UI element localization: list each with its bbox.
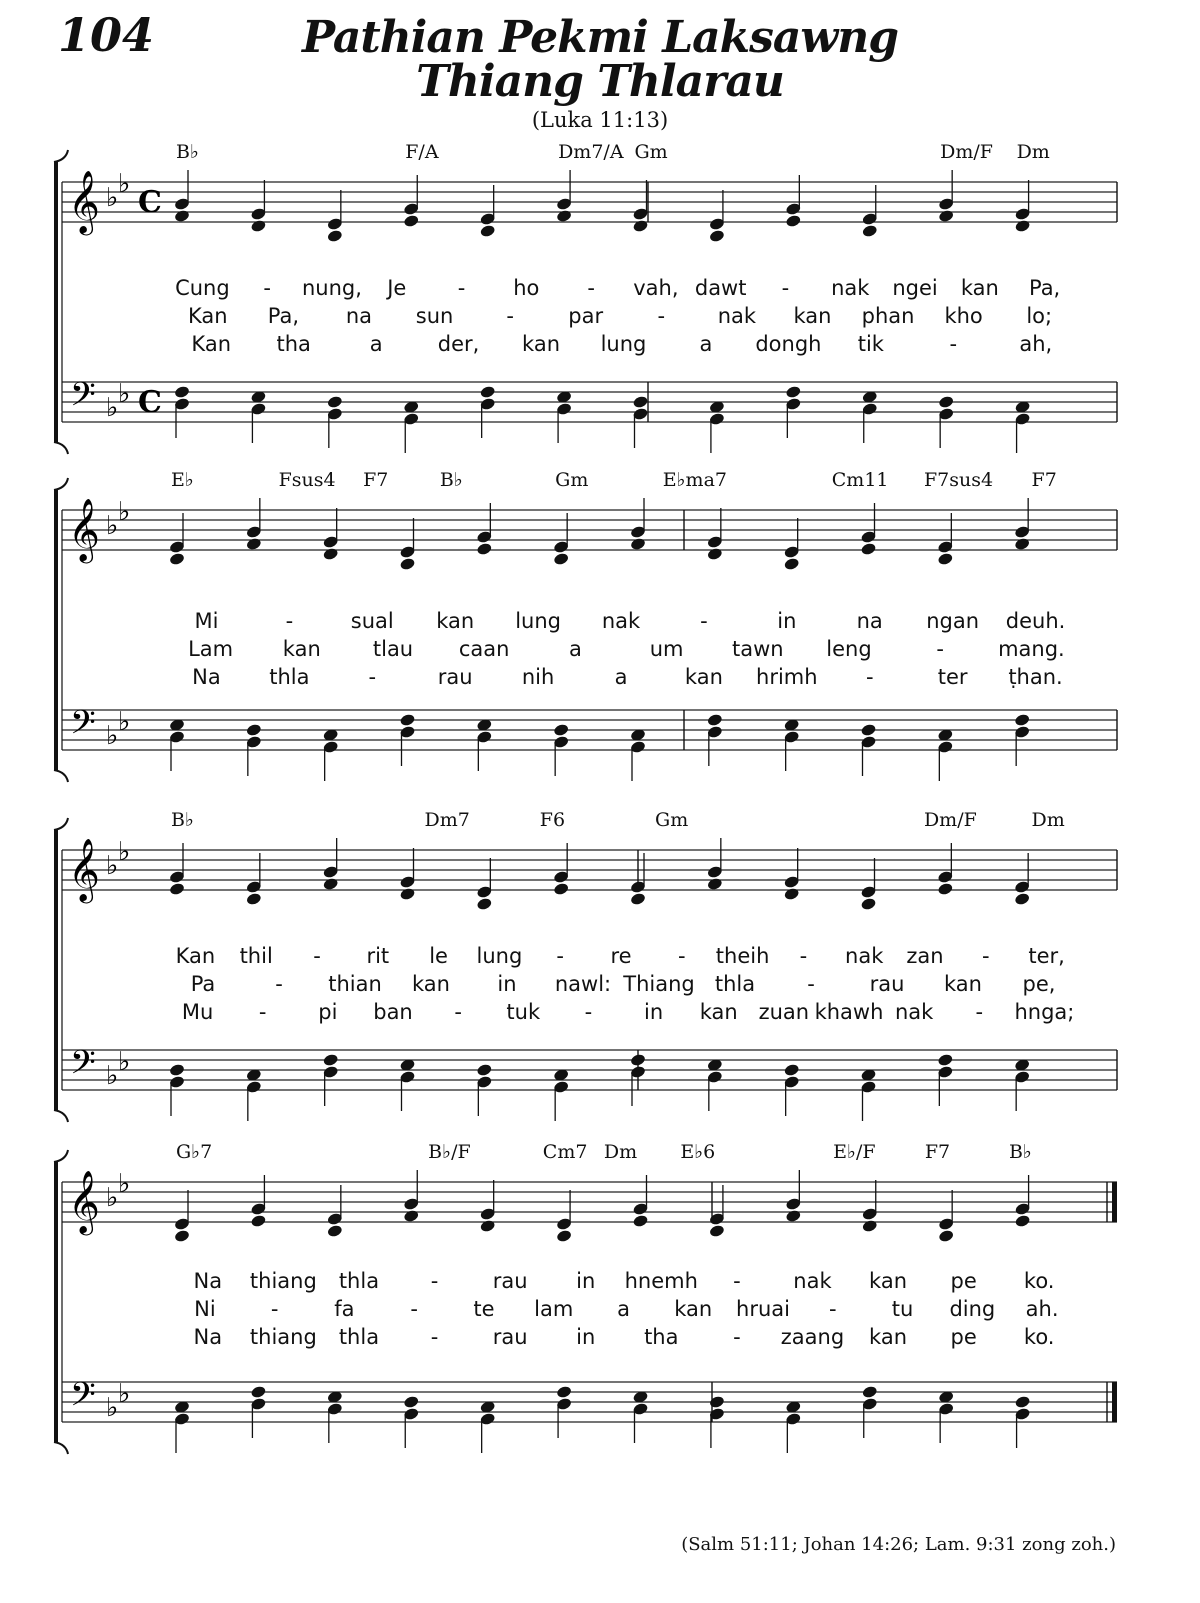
key-flat-icon: ♭: [118, 707, 131, 737]
lyric-syllable: kan: [960, 276, 999, 300]
bracket-hook: [54, 818, 68, 830]
treble-notehead: [399, 557, 416, 571]
treble-notehead: [1014, 537, 1031, 551]
lyric-syllable: dongh: [755, 332, 822, 356]
bass-clef-icon: 𝄢: [70, 1376, 96, 1422]
lyric-syllable: zaang: [780, 1325, 845, 1349]
bracket-hook: [54, 442, 68, 454]
bass-notehead: [630, 1053, 647, 1067]
lyric-syllable: lung: [600, 332, 647, 356]
lyric-syllable: hruai: [736, 1297, 791, 1321]
lyric-syllable: deuh.: [1005, 609, 1066, 633]
lyric-syllable: -: [263, 276, 271, 300]
hymn-title-line2: Thiang Thlarau: [416, 56, 784, 107]
final-barline-thick: [1112, 1382, 1117, 1422]
time-signature-icon: C: [138, 385, 162, 420]
lyric-syllable: rit: [366, 944, 390, 968]
lyric-syllable: lam: [534, 1297, 574, 1321]
lyric-syllable: -: [270, 1297, 279, 1321]
lyric-syllable: ko.: [1023, 1325, 1055, 1349]
treble-notehead: [174, 209, 191, 223]
lyric-syllable: -: [430, 1269, 439, 1293]
lyric-syllable: a: [699, 332, 713, 356]
lyric-syllable: rau: [437, 665, 473, 689]
lyric-syllable: hrimh: [756, 665, 818, 689]
key-flat-icon: ♭: [118, 837, 131, 867]
lyric-syllable: Mu: [181, 1000, 214, 1024]
chord-symbol: F7: [363, 469, 389, 491]
lyric-syllable: -: [799, 944, 808, 968]
bass-notehead: [322, 1053, 339, 1067]
bass-clef-icon: 𝄢: [70, 376, 96, 422]
treble-notehead: [322, 877, 339, 891]
lyric-syllable: ah,: [1019, 332, 1053, 356]
lyric-syllable: -: [584, 1000, 593, 1024]
lyric-syllable: -: [733, 1269, 741, 1293]
treble-notehead: [785, 214, 802, 228]
lyric-syllable: ban: [373, 1000, 413, 1024]
treble-notehead: [169, 552, 186, 566]
key-flat-icon: ♭: [118, 169, 131, 199]
treble-notehead: [556, 1229, 573, 1243]
lyric-syllable: Lam: [188, 637, 234, 661]
lyric-syllable: ding: [949, 1297, 996, 1321]
chord-symbol: Dm: [1016, 141, 1050, 163]
treble-notehead: [327, 1224, 344, 1238]
lyric-syllable: in: [576, 1325, 596, 1349]
treble-notehead: [553, 552, 570, 566]
treble-notehead: [783, 557, 800, 571]
chord-symbol: B♭/F: [428, 1141, 471, 1163]
lyric-syllable: tu: [891, 1297, 914, 1321]
lyric-syllable: kan: [412, 972, 450, 996]
lyric-syllable: thla: [714, 972, 756, 996]
lyric-syllable: kho: [944, 304, 983, 328]
treble-notehead: [1014, 1214, 1031, 1228]
lyric-syllable: -: [781, 276, 790, 300]
chord-symbol: E♭ma7: [662, 469, 727, 491]
lyric-syllable: -: [275, 972, 283, 996]
lyric-syllable: kan: [793, 304, 832, 328]
lyric-syllable: Na: [192, 665, 221, 689]
lyric-syllable: thla: [269, 665, 310, 689]
lyric-syllable: -: [313, 944, 321, 968]
lyric-syllable: pe: [950, 1325, 977, 1349]
treble-notehead: [399, 887, 416, 901]
lyric-syllable: te: [473, 1297, 495, 1321]
lyric-syllable: ter,: [1028, 944, 1065, 968]
bass-notehead: [169, 1063, 186, 1077]
lyric-syllable: ṭhan.: [1008, 665, 1063, 689]
time-signature-icon: C: [138, 185, 162, 220]
lyric-syllable: ngei: [892, 276, 938, 300]
lyric-syllable: hnemh: [624, 1269, 698, 1293]
lyric-syllable: sual: [350, 609, 394, 633]
treble-clef-icon: 𝄞: [68, 498, 100, 561]
lyric-syllable: tuk: [506, 1000, 541, 1024]
lyric-syllable: kan: [699, 1000, 738, 1024]
lyric-syllable: -: [936, 637, 944, 661]
chord-symbol: G♭7: [176, 1141, 213, 1163]
lyric-syllable: theih: [715, 944, 770, 968]
treble-notehead: [707, 547, 724, 561]
lyric-syllable: ko.: [1023, 1269, 1055, 1293]
lyric-syllable: lung: [515, 609, 561, 633]
lyric-syllable: lo;: [1026, 304, 1053, 328]
lyric-syllable: nung,: [301, 276, 362, 300]
lyric-syllable: le: [429, 944, 448, 968]
lyric-syllable: kan: [436, 609, 475, 633]
lyric-syllable: kan: [674, 1297, 713, 1321]
lyric-syllable: khawh: [814, 1000, 884, 1024]
lyric-syllable: -: [982, 944, 990, 968]
bass-notehead: [479, 385, 496, 399]
bass-notehead: [553, 723, 570, 737]
lyric-syllable: der,: [437, 332, 480, 356]
treble-notehead: [785, 1209, 802, 1223]
bracket-hook: [54, 770, 68, 782]
lyric-syllable: kan: [684, 665, 723, 689]
bass-notehead: [783, 1063, 800, 1077]
lyric-syllable: nak: [894, 1000, 934, 1024]
lyric-syllable: par: [568, 304, 604, 328]
lyric-syllable: leng: [826, 637, 872, 661]
bracket-hook: [54, 1150, 68, 1162]
lyric-syllable: kan: [944, 972, 982, 996]
lyric-syllable: -: [700, 609, 708, 633]
lyric-syllable: ah.: [1025, 1297, 1059, 1321]
bass-notehead: [861, 1385, 878, 1399]
treble-notehead: [246, 892, 263, 906]
lyric-syllable: tlau: [372, 637, 414, 661]
treble-notehead: [860, 542, 877, 556]
lyric-syllable: nak: [831, 276, 870, 300]
final-barline-thick: [1112, 1182, 1117, 1222]
lyric-syllable: pe,: [1022, 972, 1056, 996]
lyric-syllable: -: [556, 944, 564, 968]
key-flat-icon: ♭: [106, 183, 119, 213]
chord-symbol: B♭: [439, 469, 463, 491]
lyric-syllable: -: [733, 1325, 741, 1349]
lyric-syllable: -: [865, 665, 874, 689]
bass-notehead: [938, 395, 955, 409]
lyric-syllable: kan: [522, 332, 561, 356]
chord-symbol: F7sus4: [923, 469, 994, 491]
treble-notehead: [707, 877, 724, 891]
treble-notehead: [476, 897, 493, 911]
lyric-syllable: nak: [793, 1269, 832, 1293]
lyric-syllable: ngan: [926, 609, 980, 633]
bracket-hook: [54, 1110, 68, 1122]
lyric-syllable: in: [497, 972, 517, 996]
bass-notehead: [399, 713, 416, 727]
lyric-syllable: -: [678, 944, 686, 968]
lyric-syllable: mang.: [998, 637, 1065, 661]
lyric-syllable: rau: [492, 1325, 528, 1349]
lyric-syllable: hnga;: [1014, 1000, 1075, 1024]
treble-clef-icon: 𝄞: [68, 838, 100, 901]
lyric-syllable: Je: [387, 276, 407, 300]
lyric-syllable: sun: [415, 304, 454, 328]
treble-notehead: [937, 882, 954, 896]
treble-notehead: [938, 1229, 955, 1243]
lyric-syllable: a: [369, 332, 383, 356]
chord-symbol: Dm/F: [940, 141, 994, 163]
lyric-syllable: fa: [334, 1297, 355, 1321]
lyric-syllable: Na: [193, 1325, 223, 1349]
lyric-syllable: thian: [328, 972, 382, 996]
key-flat-icon: ♭: [106, 1393, 119, 1423]
scripture-reference: (Luka 11:13): [531, 108, 669, 132]
lyric-syllable: thla: [338, 1269, 380, 1293]
bass-clef-icon: 𝄢: [70, 704, 96, 750]
lyric-syllable: in: [777, 609, 797, 633]
bass-notehead: [1014, 713, 1031, 727]
chord-symbol: Dm/F: [923, 809, 977, 831]
bracket-hook: [54, 150, 68, 162]
lyric-syllable: tik: [857, 332, 884, 356]
treble-notehead: [250, 219, 267, 233]
chord-symbol: E♭: [171, 469, 194, 491]
chord-symbol: F7: [924, 1141, 951, 1163]
lyric-syllable: thil: [239, 944, 273, 968]
chord-symbol: Cm7: [542, 1141, 588, 1163]
lyric-syllable: -: [657, 304, 666, 328]
chord-symbol: Dm: [603, 1141, 638, 1163]
lyric-syllable: nak: [717, 304, 757, 328]
lyric-syllable: -: [430, 1325, 439, 1349]
bass-notehead: [403, 1395, 420, 1409]
lyric-syllable: -: [949, 332, 958, 356]
lyric-syllable: Cung: [175, 276, 230, 300]
key-flat-icon: ♭: [106, 1061, 119, 1091]
treble-notehead: [783, 887, 800, 901]
key-flat-icon: ♭: [106, 1183, 119, 1213]
chord-symbol: F7: [1031, 469, 1057, 491]
treble-clef-icon: 𝄞: [68, 1170, 100, 1233]
chord-symbol: Fsus4: [278, 469, 336, 491]
bass-notehead: [476, 1063, 493, 1077]
treble-notehead: [403, 214, 420, 228]
treble-notehead: [246, 537, 263, 551]
lyric-syllable: Pa,: [267, 304, 300, 328]
lyric-syllable: caan: [458, 637, 510, 661]
chord-symbol: Cm11: [831, 469, 889, 491]
lyric-syllable: zan: [906, 944, 944, 968]
chord-symbol: F/A: [405, 141, 439, 163]
treble-notehead: [476, 542, 493, 556]
bass-notehead: [556, 1385, 573, 1399]
bass-notehead: [785, 385, 802, 399]
chord-symbol: Dm: [1031, 809, 1065, 831]
lyric-syllable: kan: [282, 637, 321, 661]
key-flat-icon: ♭: [118, 1169, 131, 1199]
chord-symbol: Gm: [634, 141, 668, 163]
bass-notehead: [632, 395, 649, 409]
treble-notehead: [322, 547, 339, 561]
treble-notehead: [327, 229, 344, 243]
chord-symbol: B♭: [1008, 1141, 1032, 1163]
lyric-syllable: -: [368, 665, 377, 689]
lyric-syllable: a: [568, 637, 582, 661]
lyric-syllable: -: [829, 1297, 837, 1321]
treble-notehead: [938, 209, 955, 223]
lyric-syllable: zuan: [758, 1000, 810, 1024]
chord-symbol: Dm7: [424, 809, 470, 831]
lyric-syllable: Pa: [190, 972, 216, 996]
treble-notehead: [632, 1214, 649, 1228]
lyric-syllable: kan: [869, 1269, 908, 1293]
treble-notehead: [479, 1219, 496, 1233]
lyric-syllable: re: [610, 944, 632, 968]
bass-notehead: [707, 713, 724, 727]
treble-notehead: [861, 1219, 878, 1233]
lyric-syllable: thiang: [249, 1269, 317, 1293]
treble-notehead: [556, 209, 573, 223]
treble-notehead: [860, 897, 877, 911]
lyric-syllable: -: [587, 276, 595, 300]
treble-notehead: [1014, 892, 1031, 906]
lyric-syllable: um: [649, 637, 684, 661]
lyric-syllable: vah,: [633, 276, 679, 300]
treble-notehead: [709, 1224, 726, 1238]
key-flat-icon: ♭: [118, 379, 131, 409]
bass-clef-icon: 𝄢: [70, 1044, 96, 1090]
treble-notehead: [861, 224, 878, 238]
treble-notehead: [553, 882, 570, 896]
lyric-syllable: tawn: [732, 637, 784, 661]
lyric-syllable: Na: [193, 1269, 223, 1293]
key-flat-icon: ♭: [106, 393, 119, 423]
lyric-syllable: tha: [276, 332, 311, 356]
treble-notehead: [250, 1214, 267, 1228]
treble-notehead: [174, 1229, 191, 1243]
lyric-syllable: Pa,: [1028, 276, 1061, 300]
key-flat-icon: ♭: [106, 851, 119, 881]
lyric-syllable: nak: [845, 944, 884, 968]
treble-notehead: [1014, 219, 1031, 233]
bass-notehead: [860, 723, 877, 737]
lyric-syllable: Kan: [175, 944, 216, 968]
bass-notehead: [174, 385, 191, 399]
chord-symbol: E♭/F: [833, 1141, 876, 1163]
lyric-syllable: Mi: [194, 609, 219, 633]
lyric-syllable: nawl:: [554, 972, 612, 996]
lyric-syllable: rau: [492, 1269, 528, 1293]
treble-notehead: [709, 229, 726, 243]
lyric-syllable: thla: [338, 1325, 380, 1349]
chord-symbol: B♭: [171, 809, 194, 831]
bass-notehead: [327, 395, 344, 409]
chord-symbol: F6: [539, 809, 566, 831]
lyric-syllable: pi: [318, 1000, 338, 1024]
lyric-syllable: a: [614, 665, 628, 689]
treble-notehead: [630, 537, 647, 551]
lyric-syllable: tha: [644, 1325, 679, 1349]
lyric-syllable: nak: [601, 609, 641, 633]
bass-notehead: [246, 723, 263, 737]
lyric-syllable: Kan: [187, 304, 228, 328]
key-flat-icon: ♭: [106, 511, 119, 541]
lyric-syllable: -: [807, 972, 815, 996]
lyric-syllable: dawt: [694, 276, 747, 300]
hymn-number: 104: [58, 8, 155, 62]
lyric-syllable: -: [285, 609, 294, 633]
treble-notehead: [403, 1209, 420, 1223]
lyric-syllable: -: [975, 1000, 984, 1024]
lyric-syllable: phan: [861, 304, 915, 328]
key-flat-icon: ♭: [118, 1379, 131, 1409]
key-flat-icon: ♭: [106, 721, 119, 751]
lyric-syllable: thiang: [249, 1325, 317, 1349]
lyric-syllable: ter: [937, 665, 968, 689]
lyric-syllable: -: [258, 1000, 267, 1024]
lyric-syllable: na: [345, 304, 373, 328]
lyric-syllable: kan: [869, 1325, 908, 1349]
treble-clef-icon: 𝄞: [68, 170, 100, 233]
lyric-syllable: -: [410, 1297, 418, 1321]
lyric-syllable: ho: [513, 276, 540, 300]
bracket-hook: [54, 478, 68, 490]
chord-symbol: Gm: [555, 469, 589, 491]
lyric-syllable: -: [454, 1000, 462, 1024]
lyric-syllable: Thiang: [623, 972, 695, 996]
treble-notehead: [632, 219, 649, 233]
lyric-syllable: pe: [950, 1269, 977, 1293]
treble-notehead: [937, 552, 954, 566]
lyric-syllable: na: [856, 609, 883, 633]
bass-notehead: [937, 1053, 954, 1067]
bass-notehead: [709, 1395, 726, 1409]
footer-cross-references: (Salm 51:11; Johan 14:26; Lam. 9:31 zong zoh.): [681, 1534, 1116, 1555]
hymn-title-line1: Pathian Pekmi Laksawng: [301, 12, 899, 63]
chord-symbol: Dm7/A: [558, 141, 624, 163]
key-flat-icon: ♭: [118, 1047, 131, 1077]
lyric-syllable: Ni: [194, 1297, 216, 1321]
lyric-syllable: in: [643, 1000, 664, 1024]
chord-symbol: E♭6: [680, 1141, 716, 1163]
treble-notehead: [630, 892, 647, 906]
chord-symbol: B♭: [176, 141, 199, 163]
bass-notehead: [1014, 1395, 1031, 1409]
lyric-syllable: Kan: [191, 332, 232, 356]
bracket-hook: [54, 1442, 68, 1454]
lyric-syllable: -: [506, 304, 514, 328]
lyric-syllable: a: [617, 1297, 630, 1321]
lyric-syllable: nih: [521, 665, 555, 689]
lyric-syllable: in: [576, 1269, 596, 1293]
lyric-syllable: -: [457, 276, 466, 300]
bass-notehead: [250, 1385, 267, 1399]
treble-notehead: [479, 224, 496, 238]
lyric-syllable: rau: [869, 972, 905, 996]
lyric-syllable: lung: [476, 944, 523, 968]
key-flat-icon: ♭: [118, 497, 131, 527]
chord-symbol: Gm: [655, 809, 689, 831]
treble-notehead: [169, 882, 186, 896]
